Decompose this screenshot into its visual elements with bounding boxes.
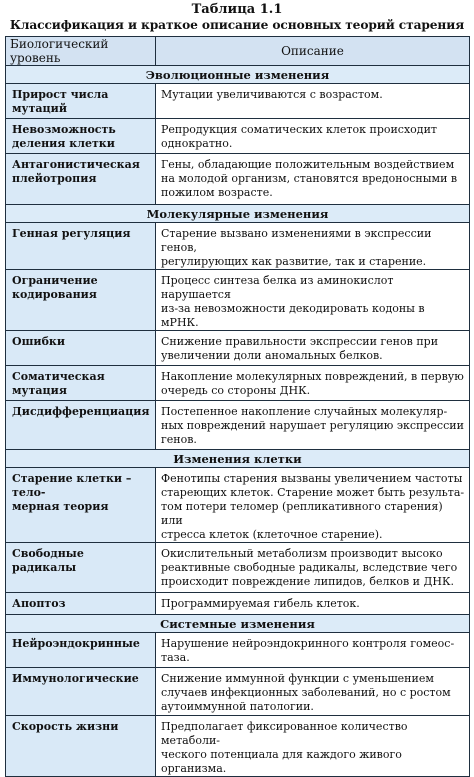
- table-caption: Классификация и краткое описание основных теорий старения: [9, 18, 465, 32]
- table-row: [6, 668, 470, 716]
- term-line: Апоптоз: [12, 597, 66, 610]
- theory-term: [6, 401, 156, 450]
- desc-line: Нарушение нейроэндокринного контроля гомеос-: [161, 637, 455, 650]
- desc-line: реактивные свободные радикалы, вследствие чего: [161, 561, 458, 574]
- desc-line: Мутации увеличиваются с возрастом.: [161, 88, 383, 101]
- term-line: кодирования: [12, 288, 97, 301]
- table-row: [6, 633, 470, 668]
- section-title: Эволюционные изменения: [6, 66, 470, 84]
- term-line: Прирост числа: [12, 88, 109, 101]
- table-row: [6, 331, 470, 366]
- desc-line: аутоиммунной патологии.: [161, 700, 314, 713]
- desc-line: Снижение иммунной функции с уменьшением: [161, 672, 434, 685]
- desc-line: Постепенное накопление случайных молекуляр-: [161, 405, 448, 418]
- desc-line: генов.: [161, 433, 197, 446]
- theory-description: [156, 633, 470, 668]
- section-row: [6, 615, 470, 633]
- theory-term: [6, 366, 156, 401]
- term-line: Ошибки: [12, 335, 66, 348]
- table-body: [6, 66, 470, 777]
- desc-line: очередь со стороны ДНК.: [161, 384, 311, 397]
- theory-description: [156, 468, 470, 543]
- table-row: [6, 468, 470, 543]
- term-line: Антагонистическая: [12, 158, 140, 171]
- desc-line: из-за невозможности декодировать кодоны в мРНК.: [161, 302, 425, 329]
- table-row: [6, 270, 470, 331]
- desc-line: случаев инфекционных заболеваний, но с ростом: [161, 686, 451, 699]
- theory-term: [6, 633, 156, 668]
- table-row: [6, 154, 470, 205]
- theory-term: [6, 668, 156, 716]
- desc-line: таза.: [161, 651, 190, 664]
- header-row: [6, 37, 470, 66]
- desc-line: Окислительный метаболизм производит высоко: [161, 547, 443, 560]
- theory-description: [156, 223, 470, 270]
- section-title: Изменения клетки: [6, 450, 470, 468]
- table-row: [6, 401, 470, 450]
- section-title: Системные изменения: [6, 615, 470, 633]
- theory-term: [6, 331, 156, 366]
- theories-table: [5, 36, 470, 777]
- section-row: [6, 205, 470, 223]
- theory-description: [156, 366, 470, 401]
- desc-line: Предполагает фиксированное количество метаболи-: [161, 720, 408, 747]
- desc-line: стресса клеток (клеточное старение).: [161, 528, 383, 541]
- term-line: мутаций: [12, 102, 67, 115]
- term-line: Невозможность: [12, 123, 116, 136]
- section-row: [6, 66, 470, 84]
- theory-description: [156, 84, 470, 119]
- theory-term: [6, 154, 156, 205]
- table-row: [6, 223, 470, 270]
- term-line: Свободные радикалы: [12, 547, 84, 574]
- theory-description: [156, 270, 470, 331]
- table-row: [6, 119, 470, 154]
- section-title: Молекулярные изменения: [6, 205, 470, 223]
- theory-term: [6, 119, 156, 154]
- term-line: Ограничение: [12, 274, 98, 287]
- desc-line: происходит повреждение липидов, белков и ДНК.: [161, 575, 455, 588]
- header-level: Биологический уровень: [6, 37, 156, 66]
- theory-term: [6, 270, 156, 331]
- desc-line: на молодой организм, становятся вредоносными в: [161, 172, 458, 185]
- term-line: деления клетки: [12, 137, 115, 150]
- term-line: Дисдифференциация: [12, 405, 150, 418]
- table-row: [6, 366, 470, 401]
- desc-line: Снижение правильности экспрессии генов при: [161, 335, 439, 348]
- table-row: [6, 84, 470, 119]
- theory-term: [6, 84, 156, 119]
- desc-line: стареющих клеток. Старение может быть результа-: [161, 486, 465, 499]
- desc-line: Процесс синтеза белка из аминокислот нарушается: [161, 274, 394, 301]
- term-line: Соматическая мутация: [12, 370, 105, 397]
- desc-line: Гены, обладающие положительным воздействием: [161, 158, 455, 171]
- term-line: мерная теория: [12, 500, 109, 513]
- term-line: Нейроэндокринные: [12, 637, 140, 650]
- table-row: [6, 716, 470, 777]
- theory-term: [6, 593, 156, 615]
- desc-line: ческого потенциала для каждого живого организма.: [161, 748, 402, 775]
- desc-line: регулирующих как развитие, так и старение.: [161, 255, 427, 268]
- theory-description: [156, 716, 470, 777]
- table-row: [6, 543, 470, 593]
- theory-description: [156, 543, 470, 593]
- theory-term: [6, 543, 156, 593]
- term-line: Генная регуляция: [12, 227, 131, 240]
- section-row: [6, 450, 470, 468]
- theory-description: [156, 401, 470, 450]
- desc-line: ных повреждений нарушает регуляцию экспрессии: [161, 419, 464, 432]
- theory-description: [156, 119, 470, 154]
- theory-description: [156, 668, 470, 716]
- theory-term: [6, 223, 156, 270]
- desc-line: Фенотипы старения вызваны увеличением частоты: [161, 472, 463, 485]
- theory-term: [6, 716, 156, 777]
- desc-line: Накопление молекулярных повреждений, в первую: [161, 370, 464, 383]
- table-row: [6, 593, 470, 615]
- term-line: Иммунологические: [12, 672, 139, 685]
- term-line: Старение клетки – тело-: [12, 472, 132, 499]
- desc-line: увеличении доли аномальных белков.: [161, 349, 383, 362]
- desc-line: Репродукция соматических клеток происходит: [161, 123, 437, 136]
- desc-line: Программируемая гибель клеток.: [161, 597, 360, 610]
- theory-term: [6, 468, 156, 543]
- term-line: плейотропия: [12, 172, 97, 185]
- term-line: Скорость жизни: [12, 720, 119, 733]
- desc-line: однократно.: [161, 137, 233, 150]
- theory-description: [156, 593, 470, 615]
- desc-line: пожилом возрасте.: [161, 186, 273, 199]
- desc-line: Старение вызвано изменениями в экспрессии генов,: [161, 227, 432, 254]
- desc-line: том потери теломер (репликативного старения) или: [161, 500, 443, 527]
- header-description: Описание: [156, 37, 470, 66]
- table-number: Таблица 1.1: [191, 2, 283, 17]
- theory-description: [156, 154, 470, 205]
- theory-description: [156, 331, 470, 366]
